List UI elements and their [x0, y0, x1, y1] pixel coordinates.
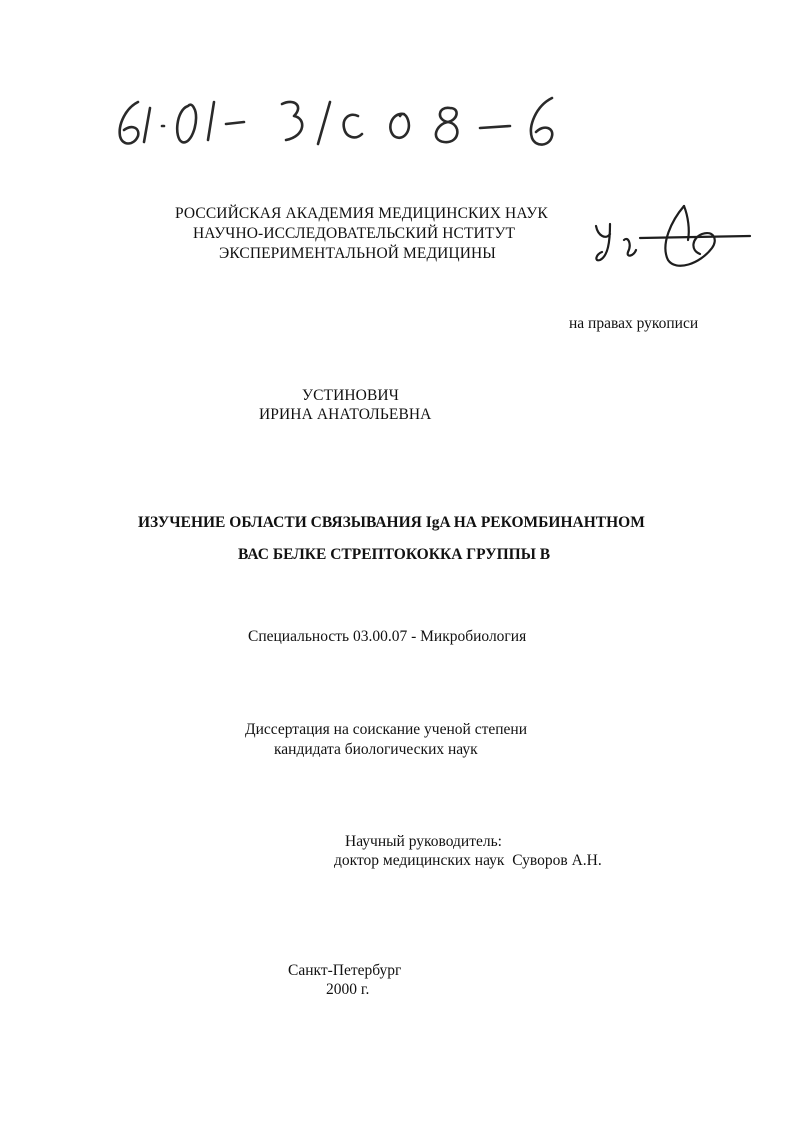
- city: Санкт-Петербург: [288, 962, 402, 979]
- rights-note: на правах рукописи: [569, 315, 699, 332]
- thesis-title-line-1: ИЗУЧЕНИЕ ОБЛАСТИ СВЯЗЫВАНИЯ IgA НА РЕКОМБИНАНТНОМ: [138, 514, 645, 531]
- specialty: Специальность 03.00.07 - Микробиология: [248, 628, 527, 645]
- year: 2000 г.: [326, 981, 370, 998]
- institution-line-1: РОССИЙСКАЯ АКАДЕМИЯ МЕДИЦИНСКИХ НАУК: [175, 205, 548, 222]
- signature-drawing: [588, 200, 758, 272]
- signature: [588, 200, 758, 272]
- institution-line-3: ЭКСПЕРИМЕНТАЛЬНОЙ МЕДИЦИНЫ: [219, 245, 496, 262]
- supervisor-name: доктор медицинских наук Суворов А.Н.: [334, 852, 602, 869]
- degree-line-1: Диссертация на соискание ученой степени: [245, 721, 527, 738]
- handwritten-archive-number: [110, 88, 590, 158]
- thesis-title-line-2: ВАС БЕЛКЕ СТРЕПТОКОККА ГРУППЫ В: [238, 546, 551, 563]
- supervisor-label: Научный руководитель:: [345, 833, 502, 850]
- author-surname: УСТИНОВИЧ: [302, 387, 399, 404]
- institution-line-2: НАУЧНО-ИССЛЕДОВАТЕЛЬСКИЙ НСТИТУТ: [193, 225, 516, 242]
- author-given-names: ИРИНА АНАТОЛЬЕВНА: [259, 406, 432, 423]
- degree-line-2: кандидата биологических наук: [274, 741, 478, 758]
- handwritten-number-drawing: [110, 88, 590, 158]
